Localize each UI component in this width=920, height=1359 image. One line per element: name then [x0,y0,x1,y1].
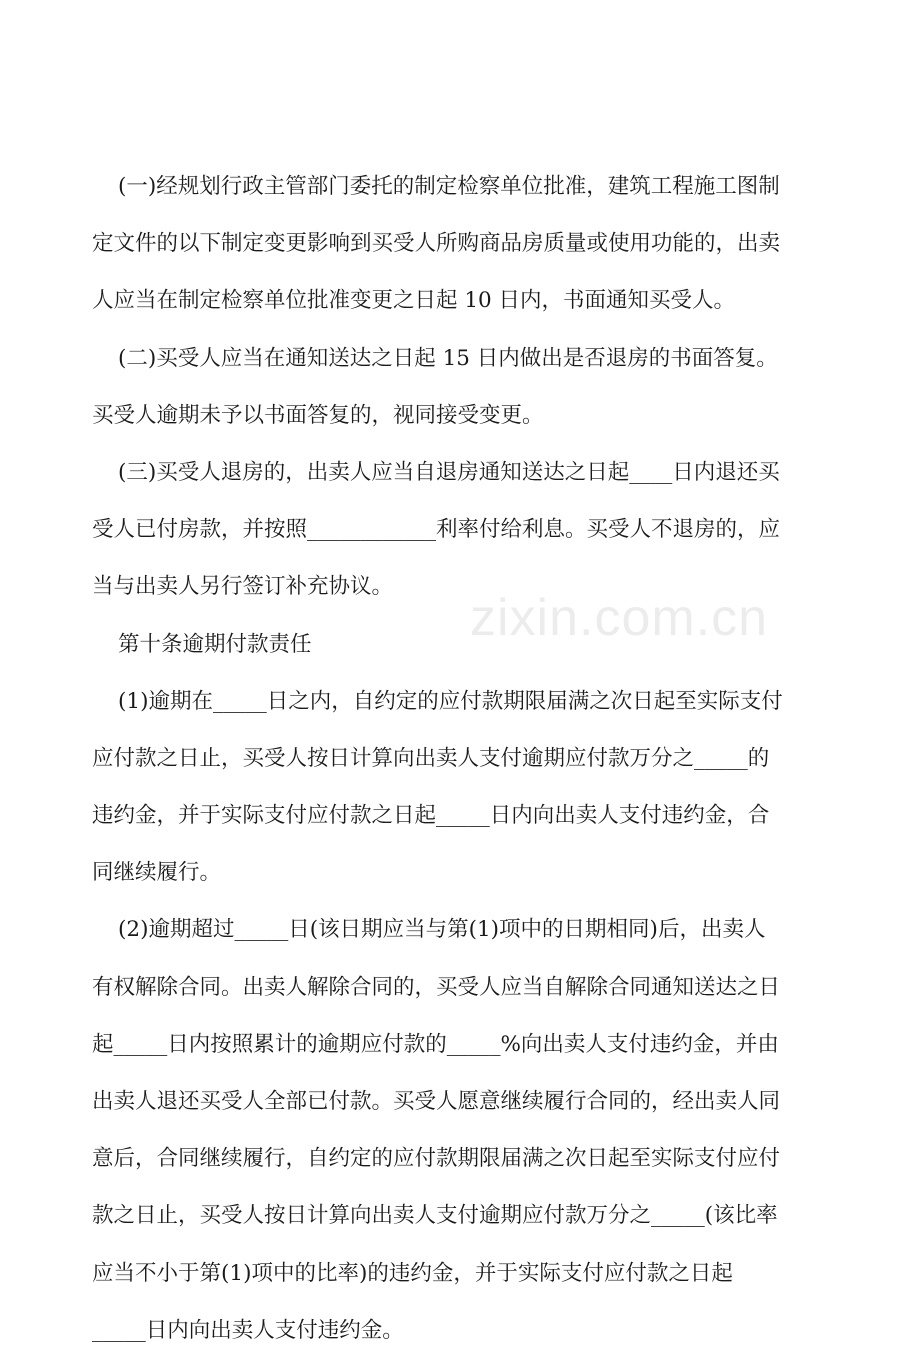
watermark-logo: zixin.com.cn [470,589,769,647]
text-line: (一)经规划行政主管部门委托的制定检察单位批准，建筑工程施工图制 [118,174,780,199]
text-line: 意后，合同继续履行，自约定的应付款期限届满之次日起至实际支付应付 [92,1146,781,1172]
text-line: 人应当在制定检察单位批准变更之日起 10 日内，书面通知买受人。 [92,288,736,314]
text-line: 受人已付房款，并按照____________利率付给利息。买受人不退房的，应 [92,517,781,543]
text-line: 当与出卖人另行签订补充协议。 [92,574,394,600]
document-page [92,158,837,1359]
paragraph-item-2 [92,901,837,1359]
text-line: 出卖人退还买受人全部已付款。买受人愿意继续履行合同的，经出卖人同 [92,1089,781,1114]
section-heading [92,616,837,673]
text-line: 应付款之日止，买受人按日计算向出卖人支付逾期应付款万分之_____的 [92,745,770,771]
text-line: 款之日止，买受人按日计算向出卖人支付逾期应付款万分之_____(该比率 [92,1203,778,1229]
heading-line: 第十条逾期付款责任 [118,631,312,657]
text-line: (2)逾期超过_____日(该日期应当与第(1)项中的日期相同)后，出卖人 [118,917,766,943]
text-line: 同继续履行。 [92,860,222,886]
text-line: 定文件的以下制定变更影响到买受人所购商品房质量或使用功能的，出卖 [92,231,781,257]
text-line: 有权解除合同。出卖人解除合同的，买受人应当自解除合同通知送达之日 [92,974,781,1000]
paragraph-clause-2 [92,330,837,444]
text-line: 买受人逾期未予以书面答复的，视同接受变更。 [92,402,544,428]
paragraph-clause-3 [92,444,837,616]
text-line: 违约金，并于实际支付应付款之日起_____日内向出卖人支付违约金，合 [92,803,770,829]
text-line: 应当不小于第(1)项中的比率)的违约金，并于实际支付应付款之日起 [92,1260,733,1286]
text-line: (1)逾期在_____日之内，自约定的应付款期限届满之次日起至实际支付 [118,688,783,714]
text-line: (二)买受人应当在通知送达之日起 15 日内做出是否退房的书面答复。 [118,345,778,371]
text-line: _____日内向出卖人支付违约金。 [92,1317,404,1343]
paragraph-clause-1 [92,158,837,330]
text-line: (三)买受人退房的，出卖人应当自退房通知送达之日起____日内退还买 [118,459,780,485]
text-line: 起_____日内按照累计的逾期应付款的_____%向出卖人支付违约金，并由 [92,1031,779,1057]
paragraph-item-1 [92,673,837,902]
